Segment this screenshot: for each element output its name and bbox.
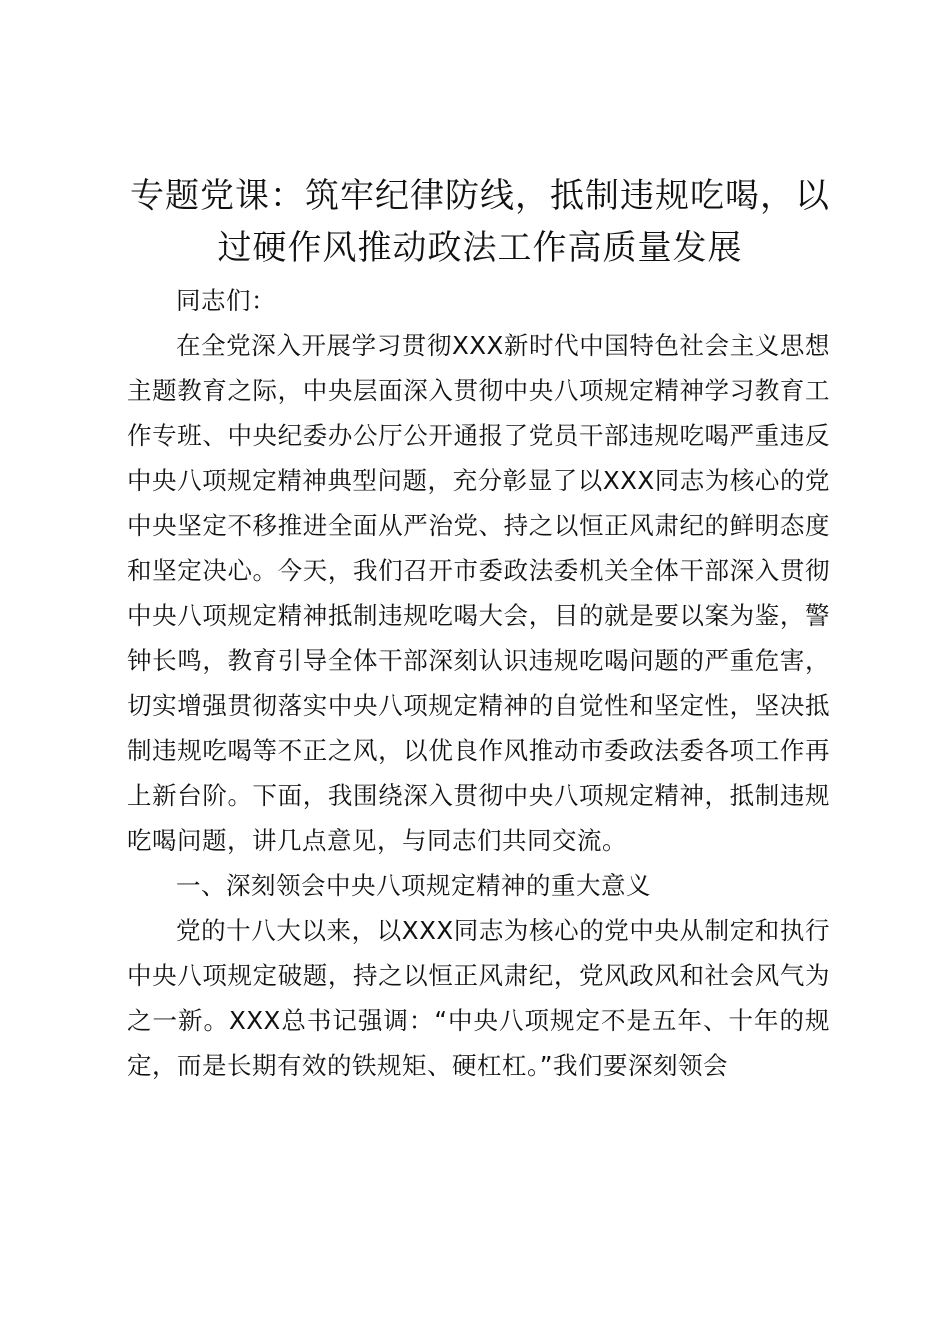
salutation: 同志们：: [176, 286, 276, 315]
intro-paragraph: 在全党深入开展学习贯彻XXX新时代中国特色社会主义思想主题教育之际，中央层面深入贯彻中央八项规定精神学习教育工作专班、中央纪委办公厅公开通报了党员干部违规吃喝严重违反中央八项规定精神典型问题，充分彰显了以XXX同志为核心的党中央坚定不移推进全面从严治党、持之以恒正风肃纪的鲜明态度和坚定决心。今天，我们召开市委政法委机关全体干部深入贯彻中央八项规定精神抵制违规吃喝大会，目的就是要以案为鉴，警钟长鸣，教育引导全体干部深刻认识违规吃喝问题的严重危害，切实增强贯彻落实中央八项规定精神的自觉性和坚定性，坚决抵制违规吃喝等不正之风，以优良作风推动市委政法委各项工作再上新台阶。下面，我围绕深入贯彻中央八项规定精神，抵制违规吃喝问题，讲几点意见，与同志们共同交流。: [127, 331, 830, 855]
title-line-1: 专题党课：筑牢纪律防线，抵制违规吃喝，以: [130, 176, 830, 216]
section-heading-1: 一、深刻领会中央八项规定精神的重大意义: [176, 871, 651, 900]
title-line-2: 过硬作风推动政法工作高质量发展: [217, 228, 743, 268]
document-body: [127, 278, 830, 1088]
document-title: [120, 170, 840, 274]
section-1-paragraph: 党的十八大以来，以XXX同志为核心的党中央从制定和执行中央八项规定破题，持之以恒正风肃纪，党风政风和社会风气为之一新。XXX总书记强调：“中央八项规定不是五年、十年的规定，而是长期有效的铁规矩、硬杠杠。”我们要深刻领会: [127, 916, 830, 1080]
